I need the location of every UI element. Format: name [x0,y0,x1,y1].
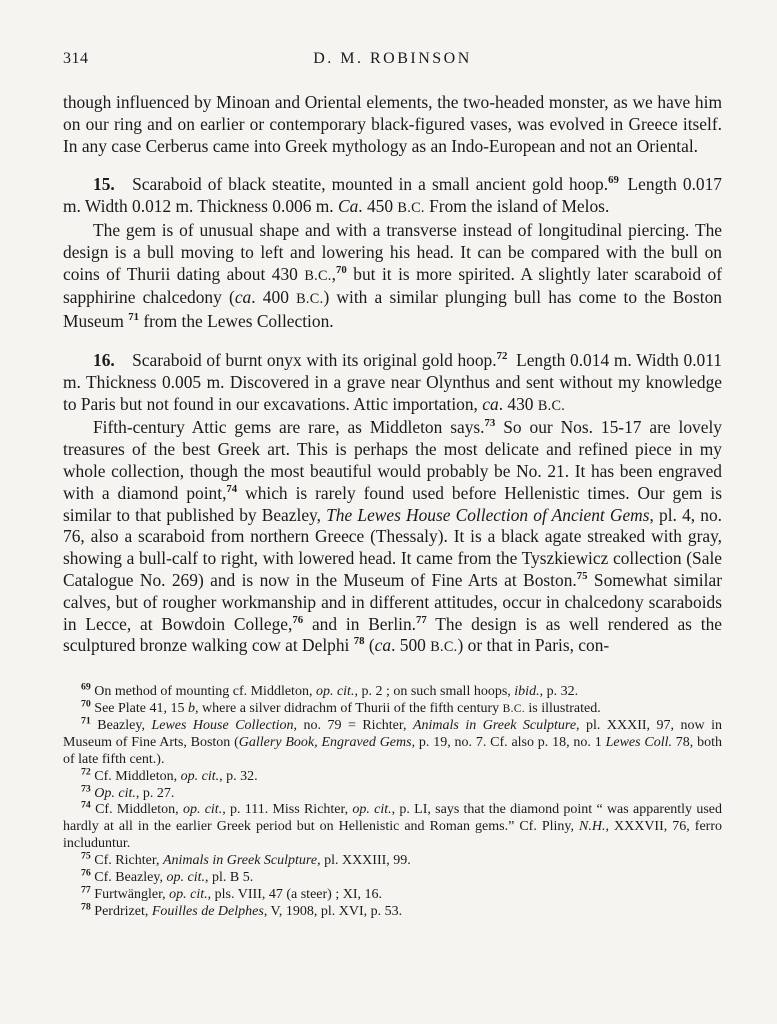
paragraph [63,92,722,157]
text-run: ) with a similar plunging bull has come to the Boston Museum [63,287,722,332]
text-run: and in Berlin. [303,613,417,634]
body-text [63,92,722,659]
text-run: From the island of Melos. [424,196,610,217]
text-run: Cf. Richter, [94,853,163,869]
text-run: So our Nos. 15-17 are lovely treasures of the best Greek art. This is perhaps the most delicate and refined piece in my whole collection, though the most beautiful would probably be No. 21. It has been engraved with a diamond point, [63,417,722,503]
text-run: The Lewes House Collection of Ancient Gems [326,504,650,525]
text-run: Length 0.014 m. Width 0.011 m. Thickness 0.005 m. Discovered in a grave near Olynthus and sent without my knowledge to Paris but not found in our excavations. Attic importation, [63,349,723,414]
footnote [63,901,722,921]
footnote [63,884,722,904]
text-run: Animals in Greek Sculpture [162,853,318,869]
text-run: Op. cit. [94,785,136,801]
running-title: D. M. ROBINSON [313,50,472,67]
text-run: , pl. XXXII, 97, now in Museum of Fine Arts, Boston ( [63,717,722,750]
text-run: ) or that in Paris, con- [457,635,610,656]
text-run: , p. 111. Miss Richter, [222,802,353,818]
text-run: Lewes Coll. [605,734,672,750]
footnote-marker: 77 [416,613,427,626]
text-run: , [331,263,337,284]
text-run: ibid. [514,684,540,700]
text-run: N.H. [579,819,606,835]
paragraph [63,350,722,417]
footnote-marker: 73 [81,782,91,794]
text-run: Fifth-century Attic gems are rare, as Middleton says. [93,417,485,438]
footnote [63,850,722,870]
text-run: Scaraboid of black steatite, mounted in a small ancient gold hoop. [114,174,609,195]
text-run: Lewes House Collection [151,717,294,733]
text-run: Animals in Greek Sculpture [412,717,577,733]
text-run: , no. 79 = Richter, [293,717,413,733]
text-run: ( [364,635,375,656]
text-run: Fouilles de Delphes [151,903,264,919]
text-run: Ca [337,196,359,217]
text-run: b [188,701,196,717]
text-run: The design is as well rendered as the sculptured bronze walking cow at Delphi [63,613,722,656]
footnote [63,681,722,701]
footnote-marker: 76 [81,867,91,879]
page-number: 314 [63,50,89,67]
footnote-marker: 74 [81,799,91,811]
footnote-marker: 78 [81,901,91,913]
text-run: B.C. [430,639,458,656]
text-run: Cf. Middleton, [94,768,181,784]
text-run: , p. 27. [135,785,175,801]
footnote-marker: 73 [484,417,496,430]
paragraph [63,417,722,659]
text-run: B.C. [502,703,525,716]
text-run: Scaraboid of burnt onyx with its original gold hoop. [114,349,497,370]
footnote-marker: 71 [128,311,139,324]
text-run: though influenced by Minoan and Oriental elements, the two-headed monster, as we have him on our ring and on earlier or contemporary black-figured vases, was evolved in Greece itself. In any case Cerberus came into Greek mythology as an Indo-European and not an Oriental. [63,92,722,156]
footnote [63,698,722,718]
footnote-marker: 72 [496,350,508,363]
text-run: , XXXVII, 76, ferro includuntur. [63,819,722,852]
footnote [63,782,722,803]
text-run: but it is more spirited. A slightly later scaraboid of sapphirine chalcedony ( [63,263,722,308]
text-run: op. cit. [180,768,220,784]
text-run: The gem is of unusual shape and with a transverse instead of longitudinal piercing. The design is a bull moving to left and lowering his head. It can be compared with the bull on coins of Thurii dating about 430 [63,219,722,284]
text-run: is illustrated. [524,701,601,717]
footnote-marker: 69 [81,681,91,693]
text-run: which is rarely found used before Hellenistic times. Our gem is similar to that published by Beazley, [63,482,722,525]
footnote-marker: 71 [81,715,91,727]
text-run: 15. [93,174,115,195]
footnote-marker: 75 [576,570,588,583]
text-run: , p. 32. [539,684,579,700]
text-run: op. cit. [352,802,392,818]
text-run: from the Lewes Collection. [138,311,334,332]
text-run: B.C. [537,397,566,414]
text-run: Beazley, [97,717,152,733]
text-run: Cf. Middleton, [95,802,183,818]
footnote-marker: 72 [81,766,91,777]
text-run: Somewhat similar calves, but of rougher workmanship and in different attitudes, occur in chalcedony scaraboids in Lecce, at Bowdoin College, [63,569,722,634]
paragraph [63,220,722,333]
text-run: . 450 [358,196,398,217]
text-run: op. cit. [166,870,205,886]
text-run: B.C. [397,200,425,217]
text-run: Cf. Beazley, [94,870,167,886]
footnote-marker: 70 [81,698,91,710]
text-run: , p. 32. [219,768,258,784]
text-run: 78, both of late fifth cent.). [63,734,723,767]
text-run: Perdrizet, [94,903,152,919]
footnote-marker: 74 [226,482,238,495]
text-run: , p. 2 ; on such small hoops, [354,684,515,700]
text-run: op. cit. [169,887,208,902]
footnote-marker: 69 [608,174,619,187]
page-header [63,50,722,70]
text-run: Length 0.017 m. Width 0.012 m. Thickness 0.006 m. [63,174,723,217]
text-run: , pl. XXXIII, 99. [317,853,411,869]
footnote-marker: 77 [81,884,91,896]
text-run: B.C. [296,291,324,308]
text-run: , pl. B 5. [204,870,254,886]
text-run: ca [374,635,392,656]
text-run: B.C. [304,267,332,284]
text-run: ca [482,393,499,414]
text-run: Gallery Book, Engraved Gems [238,734,412,750]
text-run: . 400 [251,287,297,308]
text-run: , where a silver didrachm of Thurii of the fifth century [195,701,503,717]
paragraph [63,174,722,220]
footnote-marker: 75 [81,850,91,862]
footnote [63,799,722,853]
text-run: , pls. VIII, 47 (a steer) ; XI, 16. [207,887,382,902]
text-run: ca [234,287,252,308]
footnote [63,715,723,769]
footnotes [63,681,723,921]
text-run: 16. [93,349,115,370]
text-run: Furtwängler, [94,887,170,902]
text-run: op. cit. [182,802,223,818]
page-content [63,50,722,921]
text-run: , V, 1908, pl. XVI, p. 53. [263,903,403,919]
text-run: . 500 [391,635,431,656]
text-run: On method of mounting cf. Middleton, [94,684,316,700]
text-run: . 430 [498,393,538,414]
text-run: , p. LI, says that the diamond point “ was apparently used hardly at all in the earlier Greek period but on Hellenistic and Roman gems.” Cf. Pliny, [63,802,722,835]
footnote [63,766,722,786]
footnote-marker: 70 [336,263,347,276]
footnote-marker: 78 [353,635,365,648]
footnote [63,867,722,887]
text-run: , p. 19, no. 7. Cf. also p. 18, no. 1 [411,734,606,750]
text-run: , pl. 4, no. 76, also a scaraboid from northern Greece (Thessaly). It is a black agate streaked with gray, showing a bull-calf to right, with lowered head. It came from the Tyszkiewicz collection (Sale Catalogue No. 269) and is now in the Museum of Fine Arts at Boston. [63,504,723,590]
footnote-marker: 76 [292,613,304,626]
text-run: op. cit. [315,684,355,700]
text-run: See Plate 41, 15 [94,701,189,717]
